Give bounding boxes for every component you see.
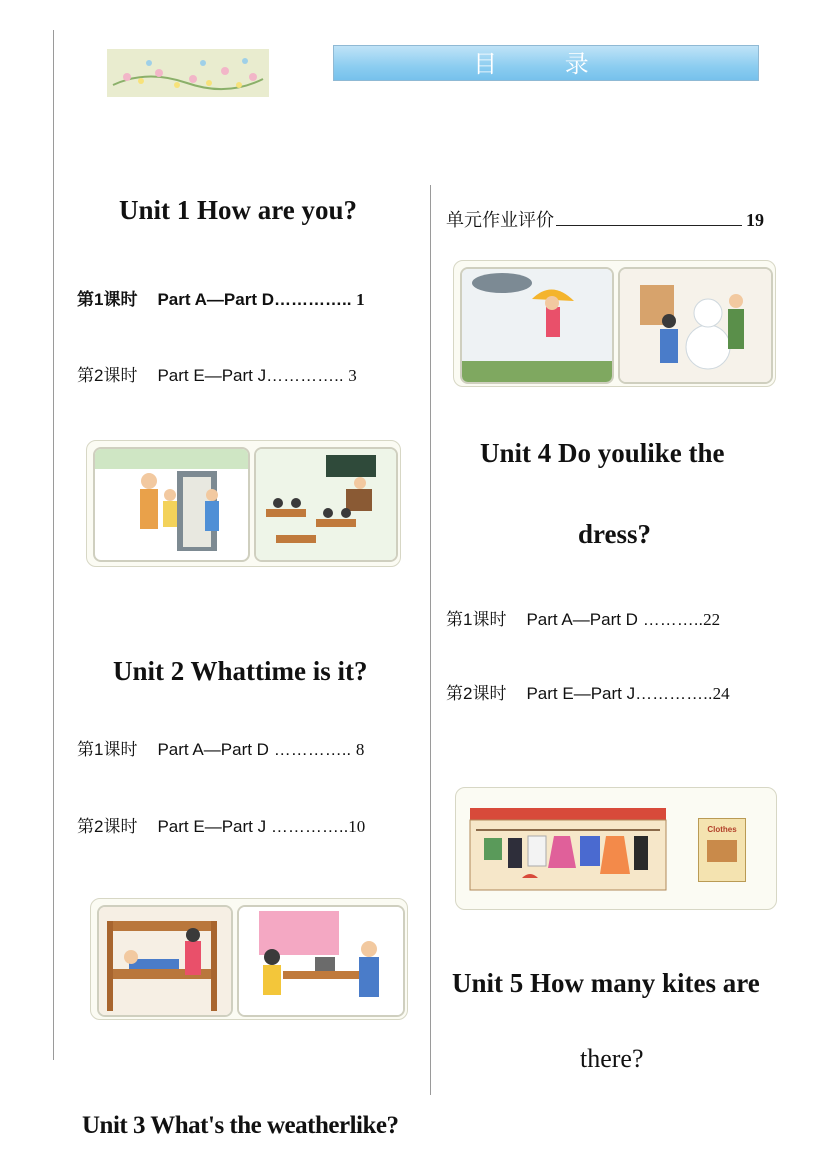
leader-dots: ………….. xyxy=(635,684,713,703)
evaluation-label: 单元作业评价 xyxy=(446,210,554,230)
unit-2-lesson-1[interactable] xyxy=(77,735,364,760)
lesson-label: 第2课时 xyxy=(77,366,138,385)
lesson-parts: Part A—Part D xyxy=(526,610,638,629)
page-number: 19 xyxy=(746,210,764,230)
lesson-label: 第1课时 xyxy=(77,740,138,759)
unit-1-title: Unit 1 How are you? xyxy=(119,195,358,225)
lesson-label: 第2课时 xyxy=(77,817,138,836)
book-picture xyxy=(707,840,737,862)
lesson-parts: Part E—Part J xyxy=(157,366,267,385)
page-number: 24 xyxy=(712,684,730,703)
lesson-label: 第1课时 xyxy=(446,610,507,629)
lesson-parts: Part E—Part J xyxy=(526,684,636,703)
page-number: 10 xyxy=(348,817,366,836)
page-number: 3 xyxy=(348,366,357,385)
leader-dots: ……….. xyxy=(642,610,704,629)
unit-1-lesson-2[interactable] xyxy=(77,361,357,386)
unit-3-title: Unit 3 What's the weatherlike? xyxy=(82,1112,399,1139)
page-title: 目 录 xyxy=(333,45,759,81)
leader-line xyxy=(556,225,742,226)
unit-4-illustration xyxy=(455,787,777,910)
clock-on-desk-scene xyxy=(237,905,405,1017)
snowman-scene xyxy=(618,267,773,384)
unit-5-title-cont: there? xyxy=(580,1044,644,1073)
classroom-door-scene xyxy=(93,447,250,562)
leader-dots: ………….. xyxy=(273,740,352,759)
unit-2-illustration xyxy=(90,898,408,1020)
leader-dots: ………….. xyxy=(273,290,352,309)
unit-1-illustration xyxy=(86,440,401,567)
lesson-parts: Part E—Part J xyxy=(157,817,267,836)
clothes-shop-window xyxy=(462,794,670,903)
column-divider xyxy=(430,185,431,1095)
lesson-parts: Part A—Part D xyxy=(157,740,269,759)
clothes-book-cover xyxy=(698,818,746,882)
lesson-parts: Part A—Part D xyxy=(157,290,274,309)
bunk-bed-scene xyxy=(97,905,233,1017)
unit-5-title: Unit 5 How many kites are xyxy=(452,968,760,998)
left-margin-rule xyxy=(53,30,54,1060)
unit-3-illustration xyxy=(453,260,776,387)
unit-2-lesson-2[interactable] xyxy=(77,812,365,837)
lesson-label: 第1课时 xyxy=(77,290,138,309)
students-at-desks-scene xyxy=(254,447,398,562)
unit-2-title: Unit 2 Whattime is it? xyxy=(113,656,368,686)
unit-1-lesson-1[interactable] xyxy=(77,285,365,310)
lesson-label: 第2课时 xyxy=(446,684,507,703)
clothes-book-title: Clothes xyxy=(707,825,737,834)
rainy-umbrella-scene xyxy=(460,267,614,384)
unit-evaluation-entry[interactable] xyxy=(446,206,764,232)
page-number: 22 xyxy=(703,610,721,629)
flower-decoration xyxy=(107,49,269,97)
unit-4-title-cont: dress? xyxy=(578,519,652,549)
leader-dots: ………….. xyxy=(270,817,349,836)
unit-4-lesson-2[interactable] xyxy=(446,679,730,704)
unit-4-title: Unit 4 Do youlike the xyxy=(480,438,725,468)
leader-dots: ………….. xyxy=(266,366,344,385)
page-number: 8 xyxy=(355,740,365,759)
unit-4-lesson-1[interactable] xyxy=(446,605,720,630)
page-number: 1 xyxy=(356,290,365,309)
